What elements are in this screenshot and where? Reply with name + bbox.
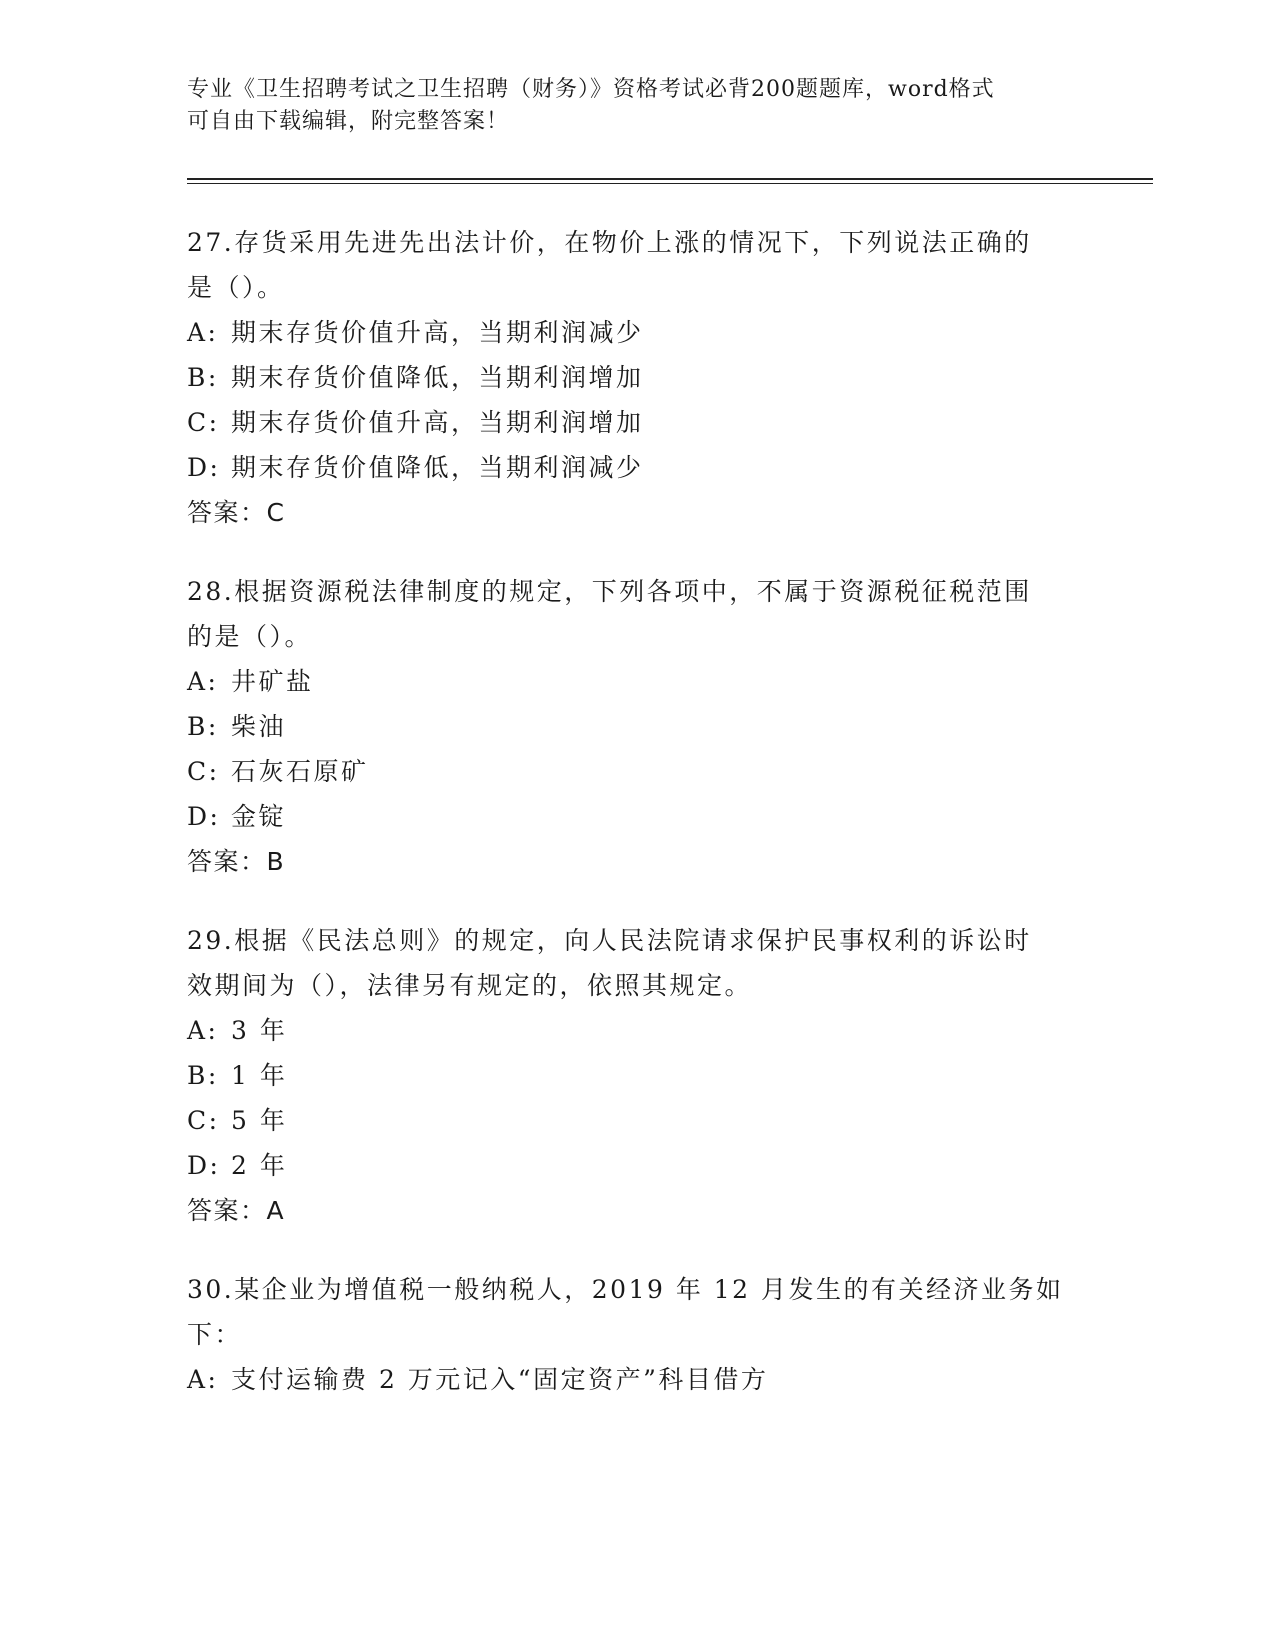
option-key: C: [187,757,220,786]
question-stem [187,918,1087,1008]
answer: 答案：C [187,498,286,527]
header-line-2: 可自由下载编辑，附完整答案！ [187,109,510,134]
question-29 [187,918,1087,1233]
question-stem [187,1267,1087,1357]
option-text: 3 年 [231,1016,288,1045]
option-key: D: [187,802,221,831]
question-27 [187,220,1087,535]
question-stem-line-2: 效期间为（），法律另有规定的，依照其规定。 [187,971,753,1000]
option-d [187,794,1087,839]
option-key: A: [187,667,219,696]
option-key: C: [187,408,220,437]
option-a [187,659,1087,704]
answer: 答案：B [187,847,286,876]
option-text: 1 年 [231,1061,288,1090]
option-text: 2 年 [231,1151,288,1180]
question-30 [187,1267,1087,1402]
option-text: 期末存货价值降低，当期利润减少 [231,453,644,482]
question-stem-line-1: 30.某企业为增值税一般纳税人，2019 年 12 月发生的有关经济业务如 [187,1275,1064,1304]
option-key: A: [187,1016,219,1045]
header-divider-thin [187,183,1153,184]
question-stem-line-2: 是（）。 [187,273,285,302]
question-stem-line-1: 29.根据《民法总则》的规定，向人民法院请求保护民事权利的诉讼时 [187,926,1032,955]
option-text: 石灰石原矿 [231,757,369,786]
question-stem [187,569,1087,659]
option-text: 井矿盐 [231,667,314,696]
option-key: D: [187,1151,221,1180]
option-text: 5 年 [231,1106,288,1135]
question-stem-line-2: 下： [187,1320,243,1349]
option-d [187,445,1087,490]
option-text: 期末存货价值升高，当期利润减少 [231,318,644,347]
answer: 答案：A [187,1196,286,1225]
option-text: 期末存货价值降低，当期利润增加 [231,363,644,392]
option-a [187,1357,1087,1402]
option-a [187,1008,1087,1053]
option-b [187,1053,1087,1098]
option-key: A: [187,1365,219,1394]
option-b [187,355,1087,400]
question-stem [187,220,1087,310]
option-d [187,1143,1087,1188]
header-line-1: 专业《卫生招聘考试之卫生招聘（财务）》资格考试必背200题题库，word格式 [187,77,995,102]
option-key: B: [187,712,219,741]
question-28 [187,569,1087,884]
question-stem-line-1: 28.根据资源税法律制度的规定，下列各项中，不属于资源税征税范围 [187,577,1032,606]
option-key: A: [187,318,219,347]
option-b [187,704,1087,749]
header-divider-thick [187,178,1153,180]
question-stem-line-2: 的是（）。 [187,622,313,651]
option-text: 支付运输费 2 万元记入“固定资产”科目借方 [231,1365,769,1394]
question-stem-line-1: 27.存货采用先进先出法计价，在物价上涨的情况下，下列说法正确的 [187,228,1032,257]
option-c [187,1098,1087,1143]
option-c [187,749,1087,794]
option-key: C: [187,1106,220,1135]
option-text: 柴油 [231,712,287,741]
option-text: 期末存货价值升高，当期利润增加 [231,408,644,437]
option-key: B: [187,363,219,392]
option-c [187,400,1087,445]
option-key: D: [187,453,221,482]
option-text: 金锭 [231,802,287,831]
option-a [187,310,1087,355]
option-key: B: [187,1061,219,1090]
document-header [187,74,1087,138]
